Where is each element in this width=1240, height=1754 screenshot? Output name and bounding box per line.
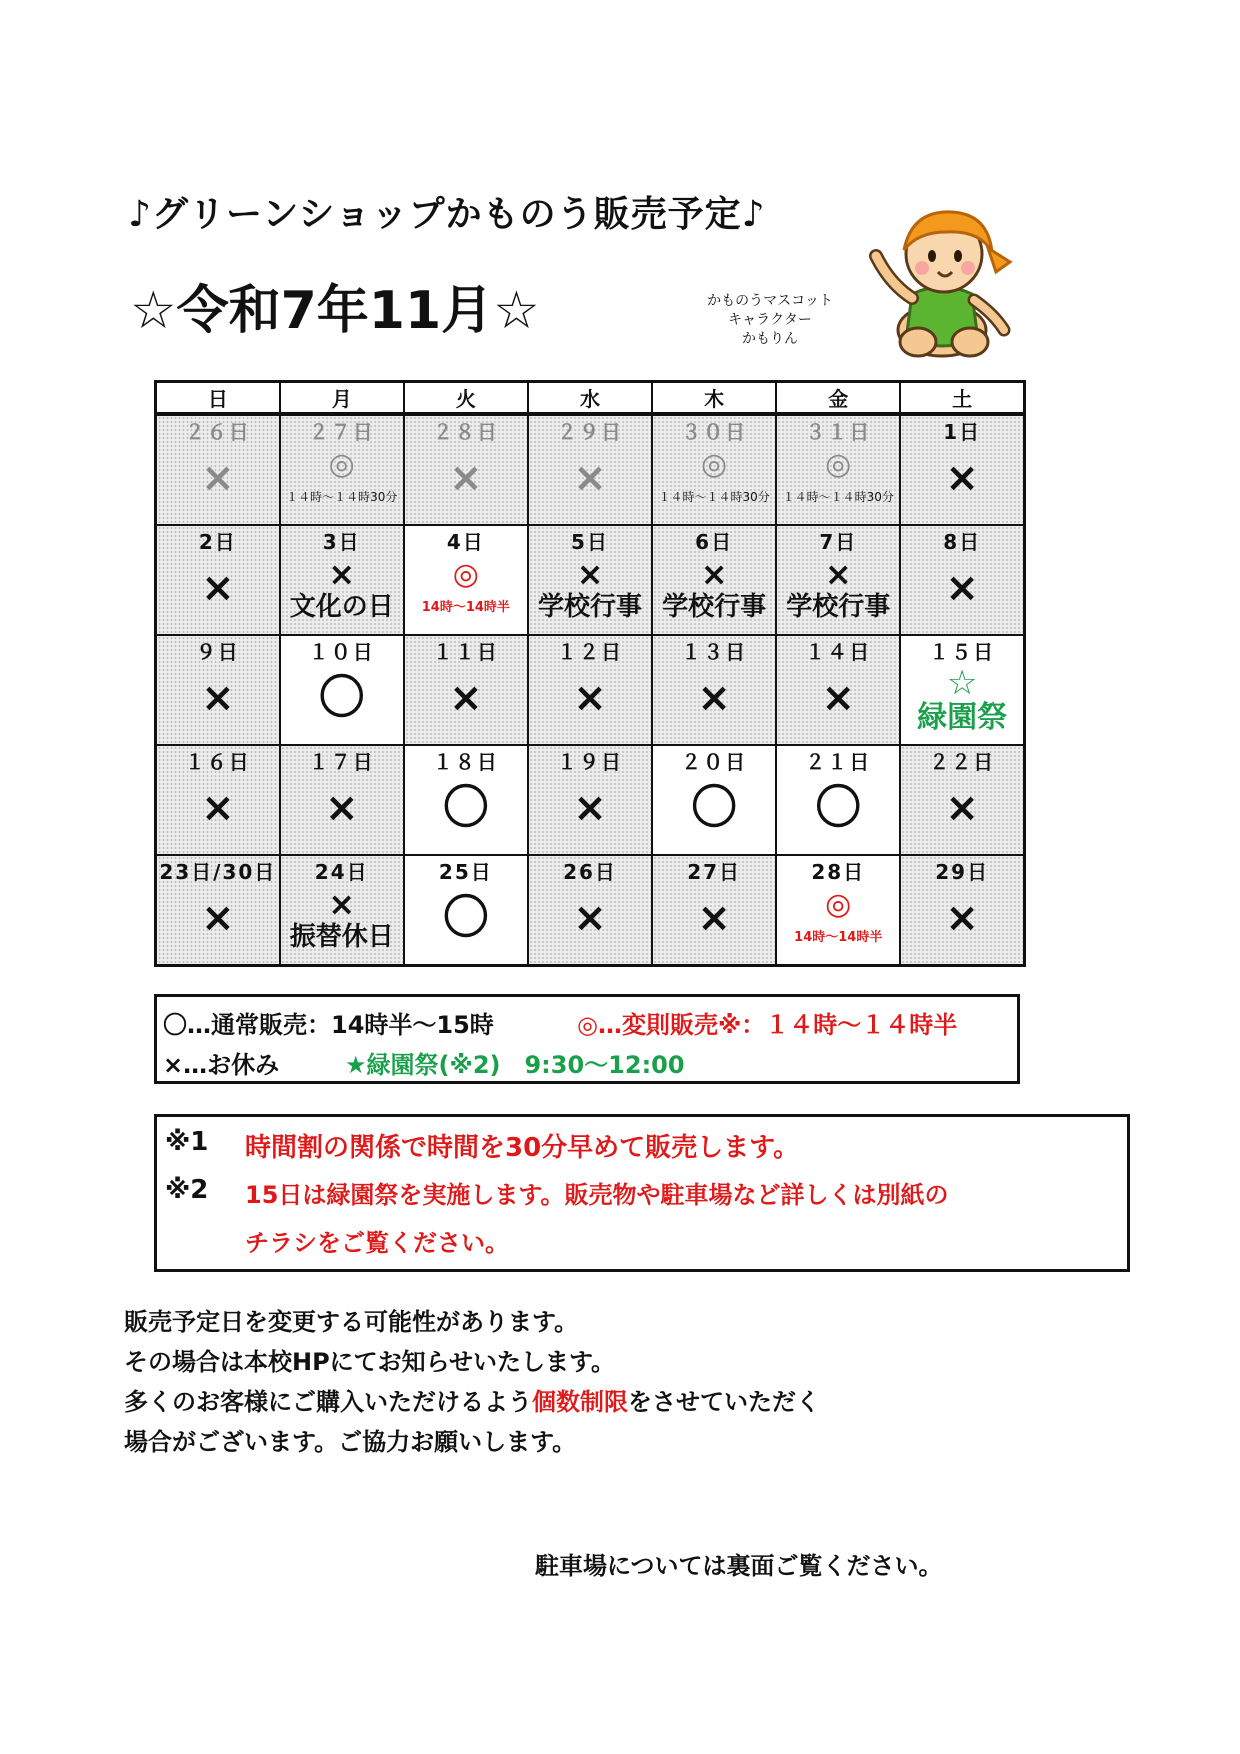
legend-normal: 〇…通常販売：14時半～15時: [163, 1011, 494, 1039]
weekday-header: 月: [280, 382, 404, 415]
festival-star-mark: ☆: [946, 663, 978, 703]
closed-mark: ×: [573, 455, 607, 501]
calendar-week-row: [156, 745, 1025, 855]
mascot-caption-line: かもりん: [742, 331, 798, 347]
sale-time: 14時～14時半: [421, 600, 510, 615]
day-label: ２２日: [929, 750, 996, 774]
closed-mark: ×: [576, 555, 604, 593]
calendar-day-cell: [652, 745, 776, 855]
day-label: １６日: [184, 750, 251, 774]
calendar-day-cell: [900, 635, 1024, 745]
day-label: １４日: [805, 640, 872, 664]
day-label: １８日: [432, 750, 499, 774]
calendar-day-cell: [900, 525, 1024, 635]
day-note: 学校行事: [537, 592, 642, 622]
calendar-day-cell: [404, 525, 528, 635]
day-label: 26日: [563, 860, 617, 884]
calendar-day-cell: [404, 414, 528, 525]
mascot-caption-line: かものうマスコット: [707, 293, 833, 309]
open-mark: 〇: [815, 780, 862, 834]
closed-mark: ×: [573, 785, 607, 831]
closed-mark: ×: [697, 675, 731, 721]
calendar-day-cell: [404, 635, 528, 745]
day-label: 4日: [446, 530, 485, 554]
closed-mark: ×: [821, 675, 856, 721]
calendar-day-cell: [900, 745, 1024, 855]
day-label: 3日: [322, 530, 361, 554]
legend-closed: ×…お休み: [163, 1051, 280, 1079]
closed-mark: ×: [201, 675, 235, 721]
special-sale-mark: ◎: [825, 887, 852, 922]
day-note: 文化の日: [289, 592, 394, 622]
calendar-day-cell: [156, 855, 280, 966]
calendar-day-cell: [652, 855, 776, 966]
day-note: 振替休日: [289, 922, 394, 952]
calendar-week-row: [156, 855, 1025, 966]
calendar-week-row: [156, 525, 1025, 635]
calendar-day-cell: [528, 525, 652, 635]
info-line: その場合は本校HPにてお知らせいたします。: [124, 1348, 616, 1376]
special-sale-mark: ◎: [452, 557, 479, 592]
closed-mark: ×: [945, 455, 979, 501]
weekday-header: 日: [156, 382, 280, 415]
closed-mark: ×: [324, 785, 359, 831]
info-line: 販売予定日を変更する可能性があります。: [124, 1308, 579, 1336]
calendar-day-cell: [528, 745, 652, 855]
day-label: 28日: [811, 860, 866, 884]
day-label: ２９日: [556, 420, 623, 444]
day-note: 緑園祭: [917, 700, 1008, 735]
day-label: １１日: [432, 640, 499, 664]
day-label: ２８日: [432, 420, 499, 444]
parking-note: 駐車場については裏面ご覧ください。: [535, 1552, 943, 1580]
day-label: 2日: [198, 530, 237, 554]
closed-mark: ×: [945, 895, 979, 941]
closed-mark: ×: [573, 895, 607, 941]
calendar-day-cell: [652, 525, 776, 635]
day-label: １２日: [556, 640, 623, 664]
calendar-day-cell: [776, 525, 900, 635]
notes-box: [154, 1114, 1130, 1272]
calendar-day-cell: [156, 525, 280, 635]
weekday-header: 火: [404, 382, 528, 415]
day-label: 29日: [935, 860, 990, 884]
calendar-day-cell: [776, 414, 900, 525]
calendar-week-row: [156, 414, 1025, 525]
open-mark: 〇: [442, 780, 489, 834]
weekday-header: 水: [528, 382, 652, 415]
calendar-day-cell: [156, 635, 280, 745]
sale-time: 14時～14時半: [794, 930, 883, 945]
note-2-text-line1: 15日は緑園祭を実施します。販売物や駐車場など詳しくは別紙の: [245, 1181, 949, 1209]
note-1-text: 時間割の関係で時間を30分早めて販売します。: [245, 1133, 800, 1163]
calendar-day-cell: [776, 745, 900, 855]
note-2-label: ※2: [165, 1175, 209, 1205]
weekday-header: 金: [776, 382, 900, 415]
day-label: ２６日: [184, 420, 251, 444]
purchase-limit-highlight: 個数制限: [532, 1388, 628, 1416]
closed-mark: ×: [945, 565, 979, 611]
day-label: １７日: [308, 750, 375, 774]
day-label: 27日: [687, 860, 742, 884]
day-label: ９日: [195, 640, 240, 664]
mascot-caption-line: キャラクター: [728, 312, 812, 328]
closed-mark: ×: [201, 565, 235, 611]
closed-mark: ×: [573, 675, 607, 721]
calendar-day-cell: [280, 525, 404, 635]
legend-box: [154, 994, 1020, 1084]
calendar-day-cell: [404, 855, 528, 966]
calendar-day-cell: [776, 635, 900, 745]
day-label: ３１日: [805, 420, 872, 444]
calendar-day-cell: [156, 745, 280, 855]
closed-mark: ×: [945, 785, 979, 831]
day-label: 6日: [695, 530, 734, 554]
page-title: ♪グリーンショップかものう販売予定♪: [128, 194, 766, 235]
calendar-day-cell: [900, 414, 1024, 525]
day-label: 8日: [943, 530, 982, 554]
sales-calendar: [154, 380, 1026, 967]
day-label: 24日: [314, 860, 369, 884]
day-label: １０日: [308, 640, 375, 664]
day-label: 5日: [571, 530, 609, 554]
note-2-text-line2: チラシをご覧ください。: [245, 1229, 509, 1257]
sale-time: １４時～１４時30分: [658, 490, 770, 504]
info-line-part: 多くのお客様にご購入いただけるよう: [124, 1388, 532, 1416]
day-label: 7日: [819, 530, 858, 554]
closed-mark: ×: [201, 455, 235, 501]
calendar-day-cell: [528, 414, 652, 525]
note-1-label: ※1: [165, 1127, 209, 1157]
closed-mark: ×: [449, 675, 483, 721]
weekday-header: 木: [652, 382, 776, 415]
calendar-day-cell: [404, 745, 528, 855]
calendar-day-cell: [280, 414, 404, 525]
mascot-illustration: [860, 202, 1020, 362]
calendar-day-cell: [280, 745, 404, 855]
info-line: 場合がございます。ご協力お願いします。: [124, 1428, 577, 1456]
day-label: ３０日: [681, 420, 748, 444]
open-mark: 〇: [691, 780, 738, 834]
closed-mark: ×: [824, 555, 852, 593]
day-label: １３日: [681, 640, 748, 664]
weekday-header: 土: [900, 382, 1024, 415]
legend-special: ◎…変則販売※：１４時～１４時半: [577, 1011, 958, 1039]
sale-time: １４時～１４時30分: [286, 490, 398, 504]
calendar-day-cell: [528, 635, 652, 745]
day-label: 1日: [943, 420, 982, 444]
closed-mark: ×: [449, 455, 483, 501]
special-sale-mark: ◎: [701, 447, 728, 482]
calendar-day-cell: [280, 635, 404, 745]
mascot-caption: [700, 292, 840, 349]
day-label: 23日/30日: [159, 860, 277, 884]
info-text: [124, 1302, 820, 1462]
closed-mark: ×: [697, 895, 731, 941]
day-label: 25日: [438, 860, 493, 884]
calendar-day-cell: [652, 414, 776, 525]
calendar-day-cell: [528, 855, 652, 966]
day-label: １９日: [556, 750, 623, 774]
weekday-header-row: [156, 382, 1025, 415]
special-sale-mark: ◎: [825, 447, 852, 482]
sale-time: １４時～１４時30分: [782, 490, 894, 504]
special-sale-mark: ◎: [328, 447, 355, 482]
day-label: ２１日: [805, 750, 872, 774]
legend-festival: ★緑園祭(※2) 9:30～12:00: [345, 1051, 685, 1079]
info-line: [124, 1382, 820, 1422]
day-label: ２０日: [681, 750, 748, 774]
calendar-day-cell: [156, 414, 280, 525]
calendar-day-cell: [776, 855, 900, 966]
calendar-day-cell: [652, 635, 776, 745]
calendar-day-cell: [900, 855, 1024, 966]
month-title: ☆令和7年11月☆: [130, 281, 540, 341]
info-line-part: をさせていただく: [628, 1388, 820, 1416]
open-mark: 〇: [318, 670, 365, 724]
day-label: １５日: [929, 640, 996, 664]
closed-mark: ×: [328, 555, 356, 593]
calendar-day-cell: [280, 855, 404, 966]
day-note: 学校行事: [786, 592, 891, 622]
closed-mark: ×: [201, 785, 235, 831]
closed-mark: ×: [201, 895, 235, 941]
open-mark: 〇: [442, 890, 489, 944]
calendar-week-row: [156, 635, 1025, 745]
closed-mark: ×: [700, 555, 728, 593]
day-label: ２７日: [308, 420, 375, 444]
closed-mark: ×: [328, 885, 356, 923]
day-note: 学校行事: [662, 592, 767, 622]
